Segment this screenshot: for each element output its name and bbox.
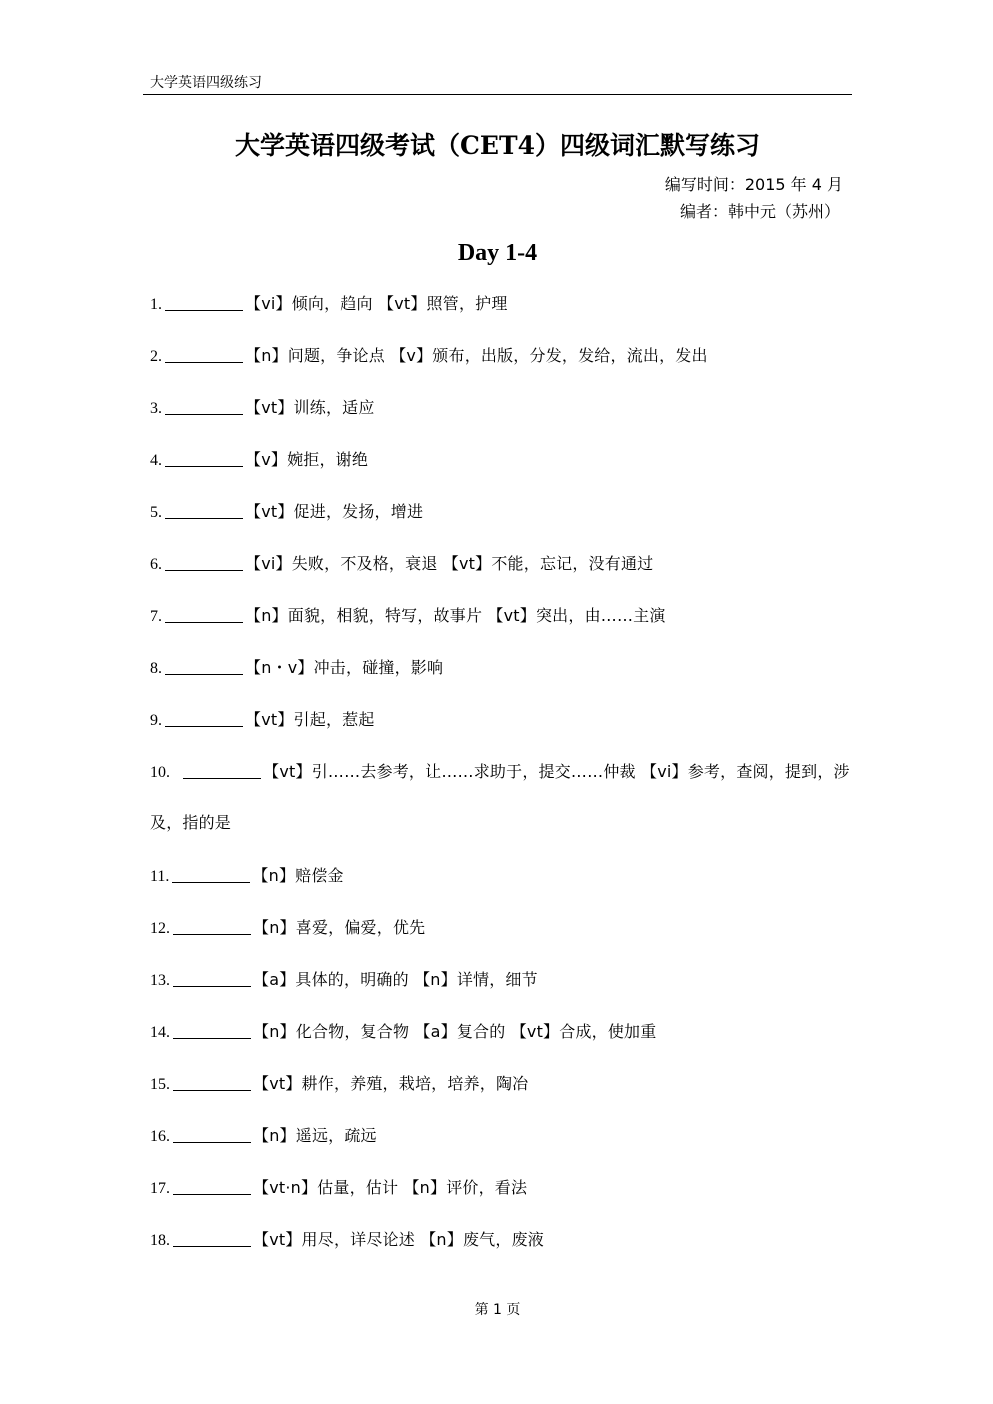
document-title: 大学英语四级考试（CET4）四级词汇默写练习 bbox=[235, 131, 760, 160]
answer-blank[interactable] bbox=[165, 554, 243, 571]
entry-definition: 【vt】促进，发扬，增进 bbox=[245, 502, 424, 521]
answer-blank[interactable] bbox=[172, 866, 250, 883]
entry-definition: 【vi】失败，不及格，衰退 【vt】不能，忘记，没有通过 bbox=[245, 554, 654, 573]
answer-blank[interactable] bbox=[165, 450, 243, 467]
entry-number: 2. bbox=[150, 348, 162, 365]
entry-number: 16. bbox=[150, 1128, 170, 1145]
answer-blank[interactable] bbox=[165, 658, 243, 675]
meta-author: 编者：韩中元（苏州） bbox=[679, 202, 840, 221]
list-item bbox=[150, 290, 850, 319]
entry-definition: 【vt】耕作，养殖，栽培，培养，陶冶 bbox=[253, 1074, 529, 1093]
list-item bbox=[150, 966, 850, 995]
answer-blank[interactable] bbox=[173, 1178, 251, 1195]
entry-definition: 【n】遥远，疏远 bbox=[253, 1126, 377, 1145]
list-item bbox=[150, 914, 850, 943]
list-item bbox=[150, 747, 850, 848]
answer-blank[interactable] bbox=[165, 606, 243, 623]
entry-number: 14. bbox=[150, 1024, 170, 1041]
answer-blank[interactable] bbox=[165, 710, 243, 727]
entry-number: 3. bbox=[150, 400, 162, 417]
entry-definition: 【vt】引……去参考，让……求助于，提交……仲裁 【vi】参考，查阅，提到，涉及，指的是 bbox=[150, 762, 850, 832]
answer-blank[interactable] bbox=[183, 762, 261, 779]
running-header: 大学英语四级练习 bbox=[150, 75, 262, 91]
list-item bbox=[150, 498, 850, 527]
entry-number: 5. bbox=[150, 504, 162, 521]
entry-number: 17. bbox=[150, 1180, 170, 1197]
answer-blank[interactable] bbox=[165, 346, 243, 363]
entry-number: 4. bbox=[150, 452, 162, 469]
entry-definition: 【vt】用尽，详尽论述 【n】废气，废液 bbox=[253, 1230, 544, 1249]
list-item bbox=[150, 550, 850, 579]
meta-date: 编写时间：2015 年 4 月 bbox=[664, 175, 843, 194]
list-item bbox=[150, 654, 850, 683]
entry-number: 1. bbox=[150, 296, 162, 313]
answer-blank[interactable] bbox=[173, 1022, 251, 1039]
list-item bbox=[150, 1070, 850, 1099]
entry-definition: 【vt】训练，适应 bbox=[245, 398, 375, 417]
entry-definition: 【vt·n】估量，估计 【n】评价，看法 bbox=[253, 1178, 528, 1197]
entry-number: 11. bbox=[150, 868, 170, 885]
entry-number: 10. bbox=[150, 764, 170, 781]
answer-blank[interactable] bbox=[173, 1126, 251, 1143]
list-item bbox=[150, 342, 850, 371]
entry-definition: 【a】具体的，明确的 【n】详情，细节 bbox=[253, 970, 538, 989]
answer-blank[interactable] bbox=[173, 1230, 251, 1247]
entry-number: 12. bbox=[150, 920, 170, 937]
answer-blank[interactable] bbox=[165, 294, 243, 311]
entry-number: 9. bbox=[150, 712, 162, 729]
entry-number: 13. bbox=[150, 972, 170, 989]
answer-blank[interactable] bbox=[173, 918, 251, 935]
page-number: 第 1 页 bbox=[474, 1302, 521, 1318]
list-item bbox=[150, 706, 850, 735]
list-item bbox=[150, 602, 850, 631]
header-rule bbox=[143, 94, 852, 95]
day-heading: Day 1-4 bbox=[457, 240, 538, 266]
entry-definition: 【n】喜爱，偏爱，优先 bbox=[253, 918, 426, 937]
entry-number: 15. bbox=[150, 1076, 170, 1093]
list-item bbox=[150, 446, 850, 475]
entry-definition: 【v】婉拒，谢绝 bbox=[245, 450, 369, 469]
answer-blank[interactable] bbox=[165, 398, 243, 415]
entry-number: 18. bbox=[150, 1232, 170, 1249]
entry-definition: 【vt】引起，惹起 bbox=[245, 710, 375, 729]
list-item bbox=[150, 1122, 850, 1151]
list-item bbox=[150, 1174, 850, 1203]
entry-definition: 【n】问题，争论点 【v】颁布，出版，分发，发给，流出，发出 bbox=[245, 346, 708, 365]
list-item bbox=[150, 1226, 850, 1255]
answer-blank[interactable] bbox=[173, 970, 251, 987]
answer-blank[interactable] bbox=[173, 1074, 251, 1091]
list-item bbox=[150, 394, 850, 423]
list-item bbox=[150, 1018, 850, 1047]
entry-definition: 【n】面貌，相貌，特写，故事片 【vt】突出，由……主演 bbox=[245, 606, 666, 625]
entry-number: 8. bbox=[150, 660, 162, 677]
answer-blank[interactable] bbox=[165, 502, 243, 519]
entry-definition: 【vi】倾向，趋向 【vt】照管，护理 bbox=[245, 294, 508, 313]
entry-number: 7. bbox=[150, 608, 162, 625]
entry-definition: 【n】化合物，复合物 【a】复合的 【vt】合成，使加重 bbox=[253, 1022, 657, 1041]
list-item bbox=[150, 862, 850, 891]
entry-definition: 【n・v】冲击，碰撞，影响 bbox=[245, 658, 444, 677]
entry-number: 6. bbox=[150, 556, 162, 573]
entry-definition: 【n】赔偿金 bbox=[252, 866, 344, 885]
